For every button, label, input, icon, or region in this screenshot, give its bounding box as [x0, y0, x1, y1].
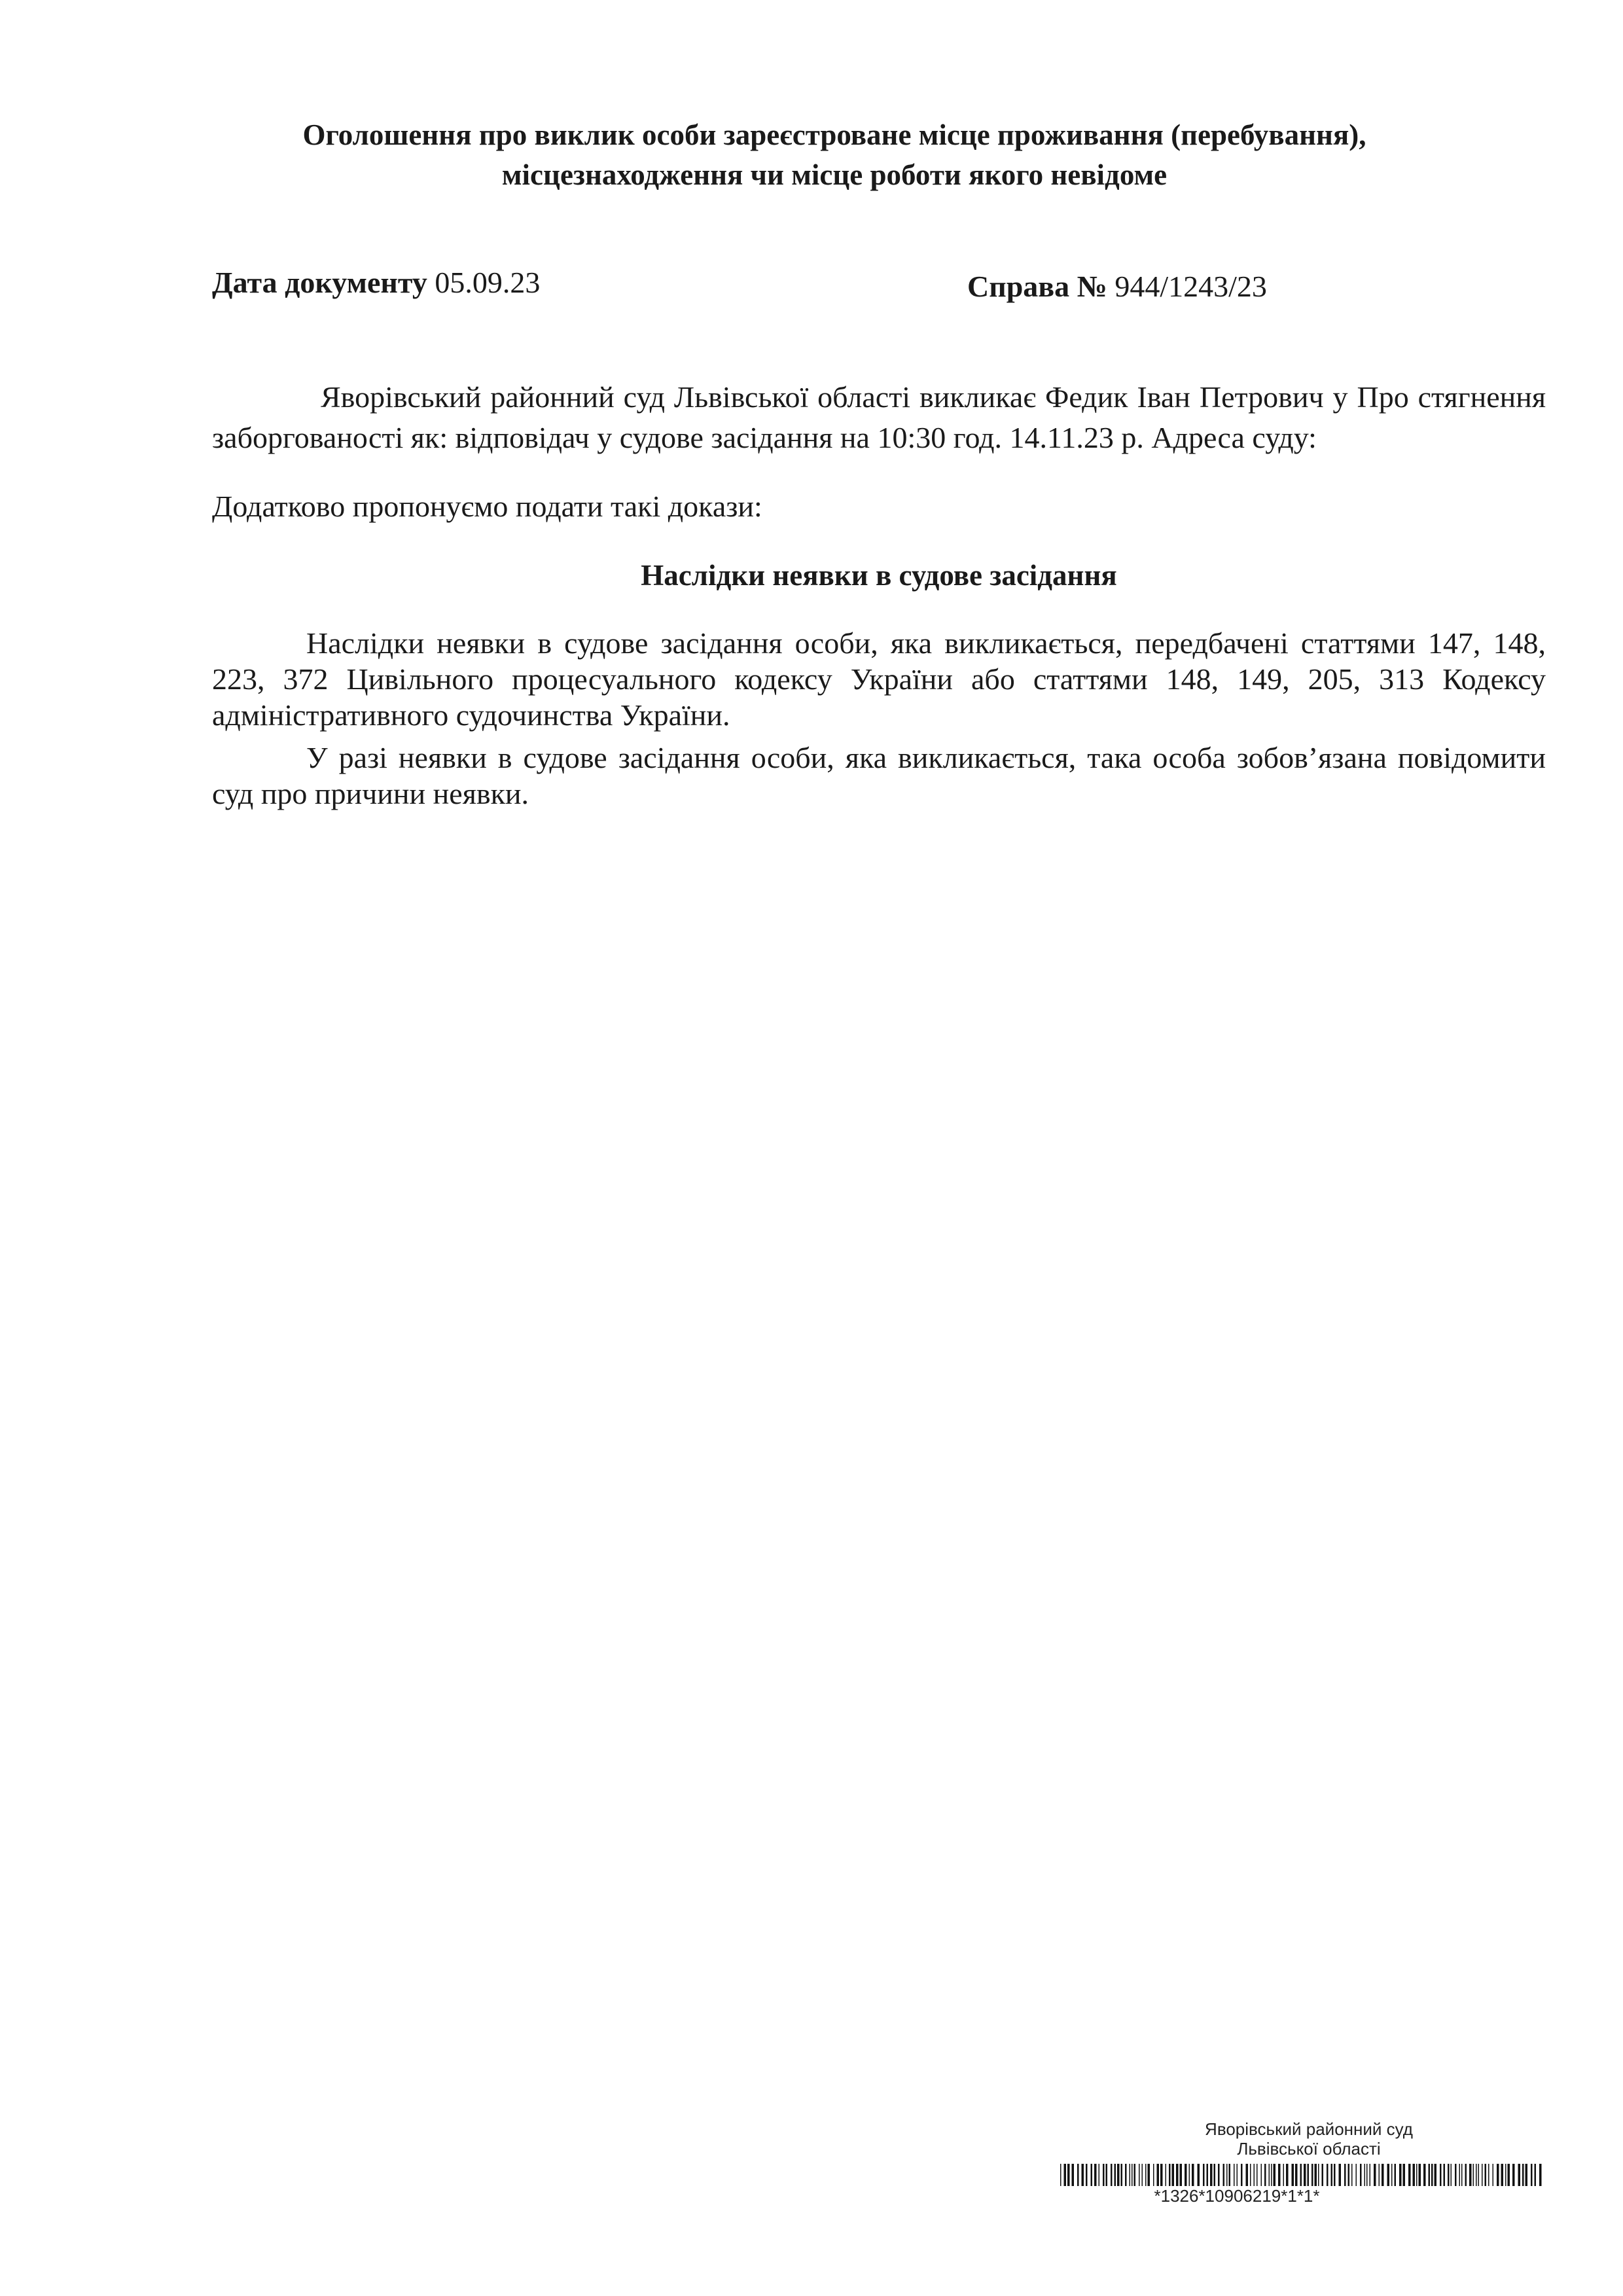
barcode-bar [1482, 2164, 1483, 2186]
barcode-bar [1416, 2164, 1418, 2186]
barcode-bar [1379, 2164, 1380, 2186]
barcode-bar [1360, 2164, 1362, 2186]
barcode-bar [1348, 2164, 1350, 2186]
barcode-bar [1250, 2164, 1251, 2186]
barcode-bar [1501, 2164, 1504, 2186]
barcode-bar [1145, 2164, 1147, 2186]
barcode-bar [1476, 2164, 1477, 2186]
barcode-bar [1444, 2164, 1446, 2186]
barcode-bar [1229, 2164, 1231, 2186]
barcode-bar [1094, 2164, 1097, 2186]
barcode-image [1060, 2164, 1544, 2186]
barcode-bar [1223, 2164, 1225, 2186]
barcode-bar [1455, 2164, 1457, 2186]
barcode-bar [1431, 2164, 1433, 2186]
barcode-bar [1304, 2164, 1306, 2186]
barcode-bar [1493, 2164, 1494, 2186]
barcode-bar [1157, 2164, 1160, 2186]
barcode-bar [1525, 2164, 1528, 2186]
barcode-bar [1176, 2164, 1179, 2186]
date-label: Дата документу [212, 266, 427, 299]
barcode-bar [1189, 2164, 1190, 2186]
barcode-bar [1451, 2164, 1452, 2186]
barcode-bar [1344, 2164, 1346, 2186]
barcode-bar [1203, 2164, 1205, 2186]
barcode-bar [1134, 2164, 1136, 2186]
barcode-bar [1246, 2164, 1249, 2186]
barcode-bar [1117, 2164, 1120, 2186]
barcode-bar [1403, 2164, 1406, 2186]
barcode-bar [1322, 2164, 1324, 2186]
barcode-bar [1327, 2164, 1329, 2186]
barcode-bar [1413, 2164, 1416, 2186]
barcode-bar [1106, 2164, 1108, 2186]
barcode-bar [1160, 2164, 1163, 2186]
section-title: Наслідки неявки в судове засідання [641, 559, 1117, 592]
barcode-bar [1531, 2164, 1533, 2186]
barcode-bar [1351, 2164, 1353, 2186]
title-line-2: місцезнаходження чи місце роботи якого невідоме [501, 158, 1168, 191]
barcode-bar [1473, 2164, 1474, 2186]
barcode-bar [1459, 2164, 1461, 2186]
document-date [212, 263, 540, 302]
barcode-bar [1166, 2164, 1167, 2186]
barcode-bar [1072, 2164, 1075, 2186]
barcode-bar [1512, 2164, 1515, 2186]
barcode-bar [1315, 2164, 1317, 2186]
barcode-bar [1461, 2164, 1463, 2186]
barcode-bar [1261, 2164, 1262, 2186]
evidence-paragraph: Додатково пропонуємо подати такі докази: [212, 490, 762, 523]
barcode-bar [1103, 2164, 1105, 2186]
barcode-bar [1214, 2164, 1216, 2186]
barcode-bar [1237, 2164, 1238, 2186]
barcode-bar [1060, 2164, 1061, 2186]
barcode-bar [1485, 2164, 1487, 2186]
barcode-bar [1064, 2164, 1067, 2186]
date-value: 05.09.23 [435, 266, 541, 299]
barcode-bar [1234, 2164, 1235, 2186]
case-number [967, 267, 1267, 306]
barcode-bar [1283, 2164, 1285, 2186]
document-title [216, 115, 1453, 195]
summons-paragraph: Яворівський районний суд Львівської області викликає Федик Іван Петрович у Про стягнення заборгованості як: відповідач у судове засідання на 10:30 год. 14.11.23 р. Адреса суду: [212, 380, 1546, 454]
barcode-bar [1334, 2164, 1336, 2186]
consequences-paragraph: Наслідки неявки в судове засідання особи, яка викликається, передбачені статтями 147, 148, 223, 372 Цивільного процесуального кодексу України або статтями 148, 149, 205, 313 Кодексу адміністративного судочинства України. [212, 626, 1546, 732]
barcode-bar [1300, 2164, 1302, 2186]
barcode-bar [1218, 2164, 1220, 2186]
barcode-bar [1210, 2164, 1213, 2186]
barcode-bar [1139, 2164, 1140, 2186]
barcode-bar [1086, 2164, 1088, 2186]
barcode-bar [1172, 2164, 1175, 2186]
barcode-bar [1311, 2164, 1313, 2186]
barcode-bar [1497, 2164, 1499, 2186]
barcode-bar [1429, 2164, 1431, 2186]
barcode-bar [1286, 2164, 1289, 2186]
barcode-bar [1099, 2164, 1100, 2186]
barcode-bar [1121, 2164, 1123, 2186]
barcode-bar [1387, 2164, 1390, 2186]
barcode-bar [1382, 2164, 1384, 2186]
barcode-bar [1448, 2164, 1450, 2186]
barcode-bar [1185, 2164, 1187, 2186]
case-label: Справа № [967, 270, 1107, 303]
barcode-bar [1399, 2164, 1402, 2186]
barcode-number: *1326*10906219*1*1* [1154, 2186, 1320, 2206]
barcode-bar [1274, 2164, 1276, 2186]
case-value: 944/1243/23 [1115, 270, 1267, 303]
barcode-bar [1508, 2164, 1510, 2186]
barcode-bar [1318, 2164, 1319, 2186]
barcode-bar [1539, 2164, 1542, 2186]
barcode-bar [1077, 2164, 1079, 2186]
barcode-bar [1257, 2164, 1258, 2186]
barcode-bar [1142, 2164, 1143, 2186]
barcode-bar [1271, 2164, 1272, 2186]
barcode-bar [1505, 2164, 1507, 2186]
barcode-bar [1125, 2164, 1127, 2186]
barcode-bar [1067, 2164, 1070, 2186]
barcode-bar [1522, 2164, 1524, 2186]
barcode-bar [1308, 2164, 1310, 2186]
title-line-1: Оголошення про виклик особи зареєстроване місце проживання (перебування), [302, 118, 1366, 151]
barcode-bar [1169, 2164, 1171, 2186]
barcode-bar [1148, 2164, 1150, 2186]
barcode-bar [1374, 2164, 1376, 2186]
barcode-bar [1339, 2164, 1342, 2186]
barcode-bar [1111, 2164, 1113, 2186]
barcode-bar [1269, 2164, 1270, 2186]
barcode-bar [1366, 2164, 1368, 2186]
barcode-bar [1264, 2164, 1266, 2186]
barcode-bar [1469, 2164, 1472, 2186]
barcode-bar [1408, 2164, 1411, 2186]
barcode-bar [1226, 2164, 1228, 2186]
court-stamp [1060, 2119, 1544, 2206]
barcode-bar [1364, 2164, 1366, 2186]
barcode-bar [1440, 2164, 1442, 2186]
barcode-bar [1395, 2164, 1397, 2186]
barcode-bar [1130, 2164, 1131, 2186]
barcode-bar [1153, 2164, 1154, 2186]
barcode-bar [1292, 2164, 1294, 2186]
barcode-bar [1423, 2164, 1426, 2186]
barcode-bar [1295, 2164, 1298, 2186]
barcode-bar [1278, 2164, 1281, 2186]
barcode-bar [1419, 2164, 1421, 2186]
barcode-bar [1370, 2164, 1371, 2186]
notification-paragraph: У разі неявки в судове засідання особи, яка викликається, така особа зобов’язана повідомити суд про причини неявки. [212, 741, 1546, 810]
barcode-bar [1465, 2164, 1467, 2186]
barcode-bar [1198, 2164, 1200, 2186]
barcode-bar [1518, 2164, 1521, 2186]
barcode-bar [1488, 2164, 1489, 2186]
barcode-bar [1391, 2164, 1393, 2186]
barcode-bar [1207, 2164, 1209, 2186]
barcode-bar [1241, 2164, 1243, 2186]
barcode-bar [1132, 2164, 1133, 2186]
barcode-bar [1435, 2164, 1437, 2186]
barcode-bar [1478, 2164, 1480, 2186]
barcode-bar [1082, 2164, 1084, 2186]
barcode-bar [1115, 2164, 1116, 2186]
barcode-bar [1254, 2164, 1255, 2186]
stamp-court-region: Львівської області [1237, 2139, 1381, 2159]
barcode-bar [1091, 2164, 1093, 2186]
barcode-bar [1356, 2164, 1357, 2186]
stamp-court-name: Яворівський районний суд [1205, 2119, 1413, 2139]
barcode-bar [1331, 2164, 1333, 2186]
barcode-bar [1192, 2164, 1194, 2186]
barcode-bar [1180, 2164, 1183, 2186]
barcode-bar [1535, 2164, 1537, 2186]
